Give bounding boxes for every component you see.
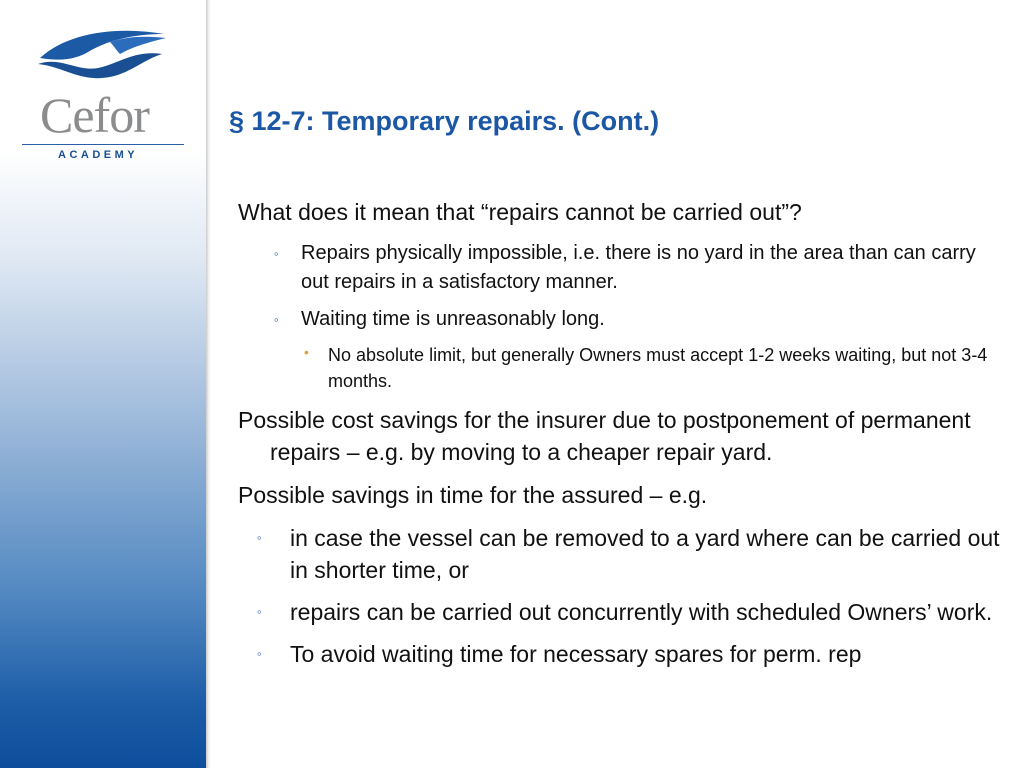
wave-logo-icon [38,28,168,84]
sub-bullet-removed-yard [238,522,1008,586]
hollow-bullet-icon: ◦ [257,646,262,661]
slide-body [238,196,1008,680]
sub-sub-bullet-limit [238,342,1008,394]
hollow-bullet-icon: ◦ [274,312,279,327]
hollow-bullet-icon: ◦ [257,530,262,545]
sub-bullet-waiting [238,305,1008,334]
logo-wordmark: Cefor [40,87,149,143]
bullet-time-savings: Possible savings in time for the assured – e.g. [238,482,708,508]
sub-bullet-text: Waiting time is unreasonably long. [301,308,605,330]
sub-bullet-text: in case the vessel can be removed to a yard where can be carried out in shorter time, or [290,525,1000,583]
sub-bullet-text: Repairs physically impossible, i.e. there is no yard in the area than can carry out repairs in a satisfactory manner. [301,242,976,293]
cefor-academy-logo [20,28,186,168]
bullet-question: What does it mean that “repairs cannot be carried out”? [238,199,802,225]
slide-title: § 12-7: Temporary repairs. (Cont.) [229,106,660,136]
hollow-bullet-icon: ◦ [257,604,262,619]
sub-bullet-impossible [238,239,1008,297]
sub-bullet-text: repairs can be carried out concurrently with scheduled Owners’ work. [290,599,993,625]
bullet-cost-savings: Possible cost savings for the insurer due to postponement of permanent repairs – e.g. by moving to a cheaper repair yard. [238,407,971,465]
dot-bullet-icon: • [304,344,309,360]
logo-subtitle: ACADEMY [58,149,139,161]
hollow-bullet-icon: ◦ [274,246,279,261]
sub-bullet-text: To avoid waiting time for necessary spares for perm. rep [290,641,862,667]
sub-bullet-spares [238,638,1008,670]
sidebar-divider [206,0,211,768]
logo-divider [22,144,184,145]
sub-sub-bullet-text: No absolute limit, but generally Owners must accept 1-2 weeks waiting, but not 3-4 months. [328,345,988,391]
sub-bullet-concurrent [238,596,1008,628]
